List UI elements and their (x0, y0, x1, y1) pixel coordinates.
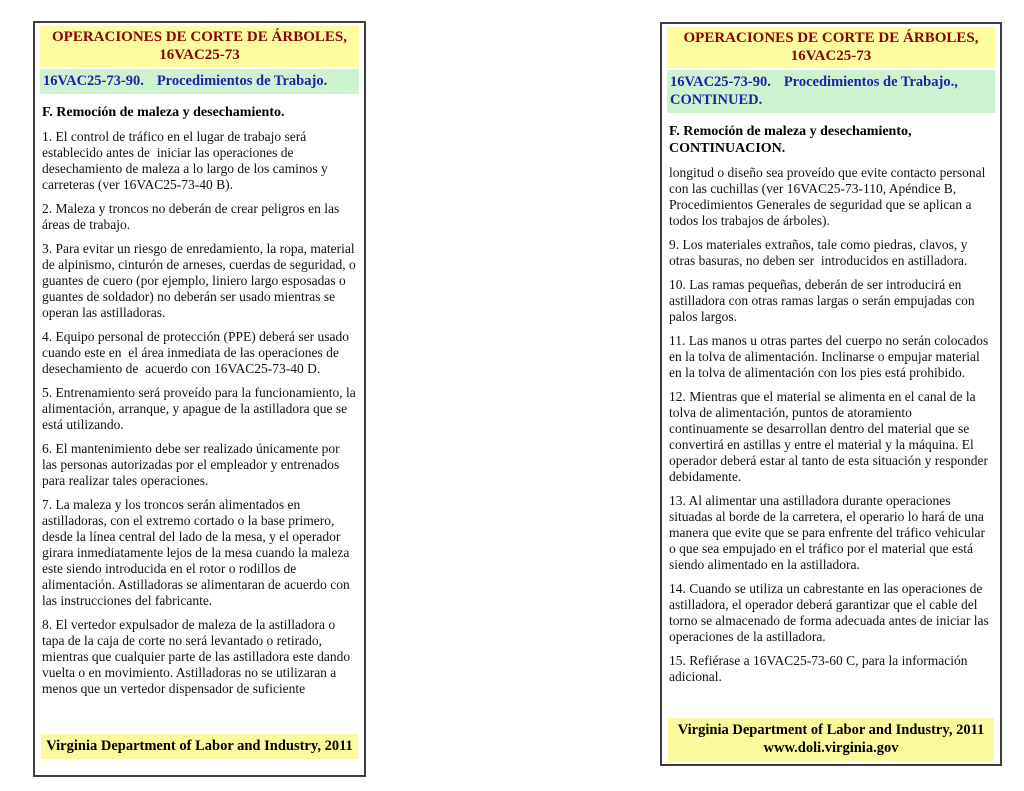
subsection-heading: F. Remoción de maleza y desechamiento. (42, 105, 285, 120)
paragraph-4: 4. Equipo personal de protección (PPE) deberá ser usado cuando este en el área inmediata de las operaciones de desechamiento de acuerdo con 16VAC25-73-40 D. (42, 329, 353, 376)
paragraph-15: 15. Refiérase a 16VAC25-73-60 C, para la información adicional. (669, 653, 971, 684)
section-title: Procedimientos de Trabajo., CONTINUED. (670, 74, 958, 108)
footer-line-1: Virginia Department of Labor and Industry, 2011 (677, 722, 985, 738)
footer-line-2: www.doli.virginia.gov (763, 740, 899, 756)
footer-line-1: Virginia Department of Labor and Industry, 2011 (46, 738, 353, 754)
paragraph-7: 7. La maleza y los troncos serán alimentados en astilladoras, con el extremo cortado o la base primero, desde la línea central del lado de la mesa, y el operador girara inmediatamente lejos de la mesa cuando la maleza este siendo introducida en el rotor o rodillos de alimentación. Astilladoras se alimentaran de acuerdo con las instrucciones del fabricante. (42, 497, 354, 608)
left-section-banner (40, 69, 359, 94)
subsection-heading-line-1: F. Remoción de maleza y desechamiento, (669, 124, 912, 139)
section-number: 16VAC25-73-90. (43, 73, 144, 89)
paragraph-12: 12. Mientras que el material se alimenta en el canal de la tolva de alimentación, puntos de atoramiento continuamente se desarrollan dentro del material que se convertirá en astillas y entre el material y la máquina. El operador deberá estar al tanto de esta situación y responder debidamente. (669, 389, 992, 484)
right-section-banner (667, 70, 995, 113)
section-title: Procedimientos de Trabajo. (156, 73, 328, 89)
paragraph-3: 3. Para evitar un riesgo de enredamiento, la ropa, material de alpinismo, cinturón de arneses, cuerdas de seguridad, o guantes de cuero (por ejemplo, liniero largo esposadas o guantes de soldador) no deberán ser usado mientras se operan las astilladoras. (42, 241, 360, 320)
title-line-2: 16VAC25-73 (159, 47, 240, 63)
title-line-2: 16VAC25-73 (790, 48, 872, 64)
paragraph-1: 1. El control de tráfico en el lugar de trabajo será establecido antes de iniciar las operaciones de desechamiento de maleza a lo largo de los caminos y carreteras (ver 16VAC25-73-40 B). (42, 129, 332, 192)
right-title-banner (667, 27, 995, 68)
subsection-heading-line-2: CONTINUACION. (669, 141, 786, 156)
paragraph-13: 13. Al alimentar una astilladora durante operaciones situadas al borde de la carretera, el operario lo hará de una manera que evite que se para enfrente del tráfico vehicular o que sea empujado en el tráfico por el material que está siendo alimentado en la astilladora. (669, 493, 989, 572)
paragraph-10: 10. Las ramas pequeñas, deberán de ser introducirá en astilladora con otras ramas largas o serán empujadas con palos largos. (669, 277, 979, 324)
paragraph-2: 2. Maleza y troncos no deberán de crear peligros en las áreas de trabajo. (42, 201, 343, 232)
paragraph-14: 14. Cuando se utiliza un cabrestante en las operaciones de astilladora, el operador deberá garantizar que el cable del torno se almacenado de forma adecuada antes de iniciar las operaciones de la astilladora. (669, 581, 993, 644)
right-footer-banner (668, 718, 994, 761)
left-title-banner (40, 26, 359, 67)
paragraph-8: 8. El vertedor expulsador de maleza de la astilladora o tapa de la caja de corte no será levantado o retirado, mientras que cualquier parte de las astilladora este dando vuelta o en movimiento. Astilladoras no se utilizaran a menos que un vertedor dispensador de suficiente (42, 617, 354, 696)
left-page-panel (33, 21, 366, 777)
paragraph-5: 5. Entrenamiento será proveído para la funcionamiento, la alimentación, arranque, y apague de la astilladora que se está utilizando. (42, 385, 360, 432)
subsection-heading (669, 123, 993, 157)
paragraph-continuation: longitud o diseño sea proveído que evite contacto personal con las cuchillas (ver 16VAC25-73-110, Apéndice B, Procedimientos Generales de seguridad que se aplican a todos los trabajos de árboles). (669, 165, 989, 228)
paragraph-9: 9. Los materiales extraños, tale como piedras, clavos, y otras basuras, no deben ser introducidos en astilladora. (669, 237, 971, 268)
paragraph-11: 11. Las manos u otras partes del cuerpo no serán colocados en la tolva de alimentación. Inclinarse o empujar material en la tolva de alimentación con los pies está prohibido. (669, 333, 992, 380)
title-line-1: OPERACIONES DE CORTE DE ÁRBOLES, (52, 29, 347, 45)
paragraph-6: 6. El mantenimiento debe ser realizado únicamente por las personas autorizadas por el empleador y entrenados para realizar tales operaciones. (42, 441, 344, 488)
section-number: 16VAC25-73-90. (670, 74, 771, 90)
title-line-1: OPERACIONES DE CORTE DE ÁRBOLES, (683, 30, 979, 46)
left-footer-banner (41, 734, 358, 759)
right-page-panel (660, 22, 1002, 766)
